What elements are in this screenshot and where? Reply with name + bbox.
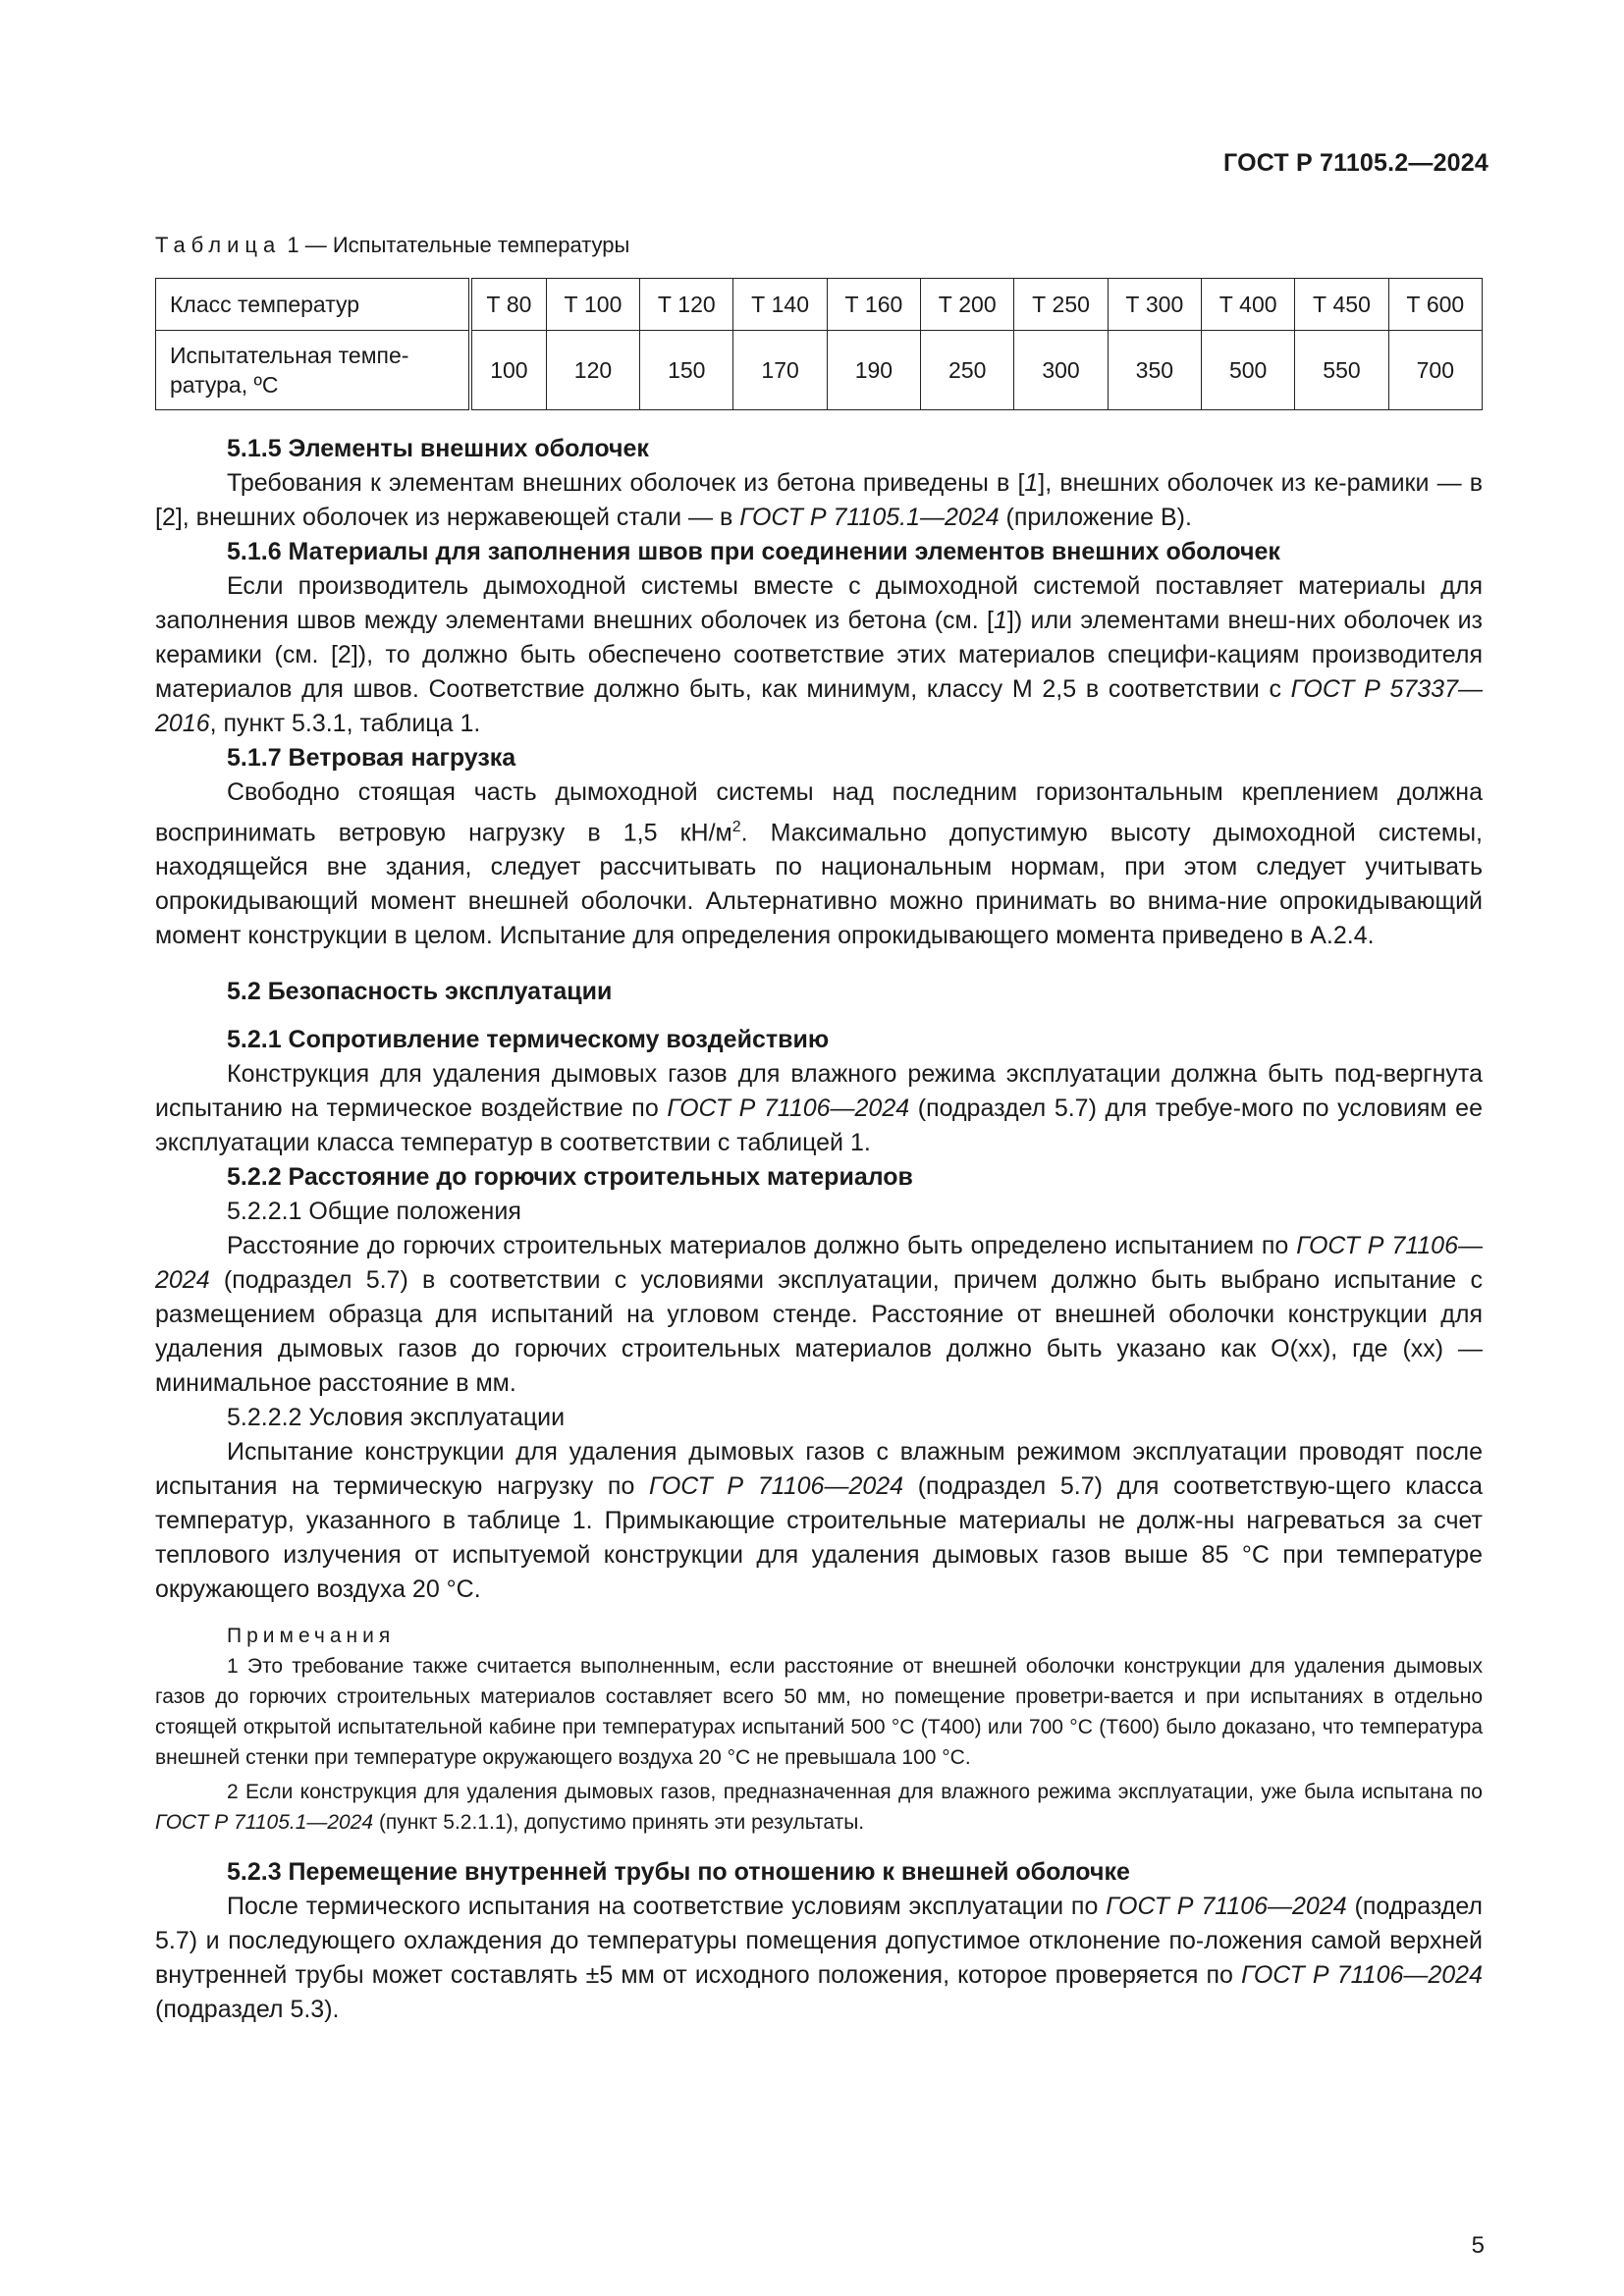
section-heading-5-1-6: 5.1.6 Материалы для заполнения швов при соединении элементов внешних оболочек [227,538,1280,565]
section-heading-5-2-2: 5.2.2 Расстояние до горючих строительных материалов [227,1163,913,1192]
table-cell-class: Т 200 [921,279,1014,331]
section-heading-5-1-7: 5.1.7 Ветровая нагрузка [227,744,516,772]
text-fragment: (подраздел 5.3). [155,1996,340,2024]
paragraph-5-1-6 [155,569,1483,741]
table-cell-temperature: 250 [921,331,1014,410]
text-fragment: ], внешних оболочек из ке-рамики — в [2], внешних оболочек из нержавеющей стали — в [155,469,1483,531]
table-cell-temperature: 120 [546,331,639,410]
table-cell-class: Т 120 [640,279,733,331]
table-cell-class: Т 140 [733,279,827,331]
text-fragment: (подраздел 5.7) для требуе-мого по условиям ее эксплуатации класса температур в соответствии с таблицей 1. [155,1095,1483,1157]
table-caption [155,228,1483,262]
table-cell-temperature: 350 [1108,331,1201,410]
page-number: 5 [1471,2232,1485,2259]
document-header: ГОСТ Р 71105.2—2024 [1223,149,1489,177]
row-header-temperature: Испытательная темпе- ратура, ºС [156,331,471,410]
text-fragment: Свободно стоящая часть дымоходной системы над последним горизонтальным креплением должна воспринимать ветровую нагрузку в 1,5 кН/м [155,778,1483,847]
table-cell-class: Т 300 [1108,279,1201,331]
table-caption-prefix: Таблица [155,233,282,257]
note-1: 1 Это требование также считается выполненным, если расстояние от внешней оболочки конструкции для удаления дымовых газов до горючих строительных материалов составляет всего 50 мм, но помещение проветри-вается и при испытаниях в отдельно стоящей открытой испытательной кабине при температурах испытаний 500 °С (Т400) или 700 °С (Т600) было доказано, что температура внешней стенки при температуре окружающего воздуха 20 °С не превышала 100 °С. [155,1655,1483,1770]
table-row [156,331,1483,410]
table-cell-class: Т 400 [1202,279,1295,331]
text-fragment: После термического испытания на соответствие условиям эксплуатации по [227,1893,1107,1921]
table-row [156,279,1483,331]
standard-reference: ГОСТ Р 71105.1—2024 [155,1811,374,1835]
table-cell-class: Т 450 [1295,279,1388,331]
section-heading-5-2: 5.2 Безопасность эксплуатации [227,978,613,1006]
section-heading-5-1-5: 5.1.5 Элементы внешних оболочек [227,435,649,462]
standard-reference: ГОСТ Р 57337—2016 [155,675,1483,737]
notes-title: Примечания [227,1625,396,1648]
paragraph-5-2-2-1 [155,1229,1483,1401]
text-fragment: . Максимально допустимую высоту дымоходной системы, находящейся вне здания, следует рассчитывать по национальным нормам, при этом следует учитывать опрокидывающий момент внешней оболочки. Альтернативно можно принимать во внима-ние опрокидывающий момент конструкции в целом. Испытание для определения опрокидывающего момента приведено в А.2.4. [155,819,1483,950]
paragraph-5-2-2-2 [155,1435,1483,1607]
note-2 [155,1777,1483,1838]
reference-number: 1 [1024,469,1039,497]
text-fragment: , пункт 5.3.1, таблица 1. [209,710,481,737]
text-fragment: (подраздел 5.7) для соответствую-щего класса температур, указанного в таблице 1. Примыкающие строительные материалы не долж-ны нагреваться за счет теплового излучения от испытуемой конструкции для удаления дымовых газов выше 85 °С при температуре окружающего воздуха 20 °С. [155,1472,1483,1604]
standard-reference: ГОСТ Р 71106—2024 [649,1472,904,1501]
text-fragment: Если производитель дымоходной системы вместе с дымоходной системой поставляет материалы для заполнения швов между элементами внешних оболочек из бетона (см. [ [155,572,1483,634]
notes-block [155,1621,1483,1838]
table-cell-class: Т 80 [470,279,546,331]
table-cell-temperature: 100 [470,331,546,410]
standard-reference: ГОСТ Р 71106—2024 [1241,1961,1483,1990]
text-fragment: (подраздел 5.7) и последующего охлаждения до температуры помещения допустимое отклонение по-ложения самой верхней внутренней трубы может составлять ±5 мм от исходного положения, которое проверяется по [155,1893,1483,1990]
document-body [155,228,1483,2027]
table-cell-class: Т 600 [1388,279,1482,331]
table-cell-temperature: 300 [1014,331,1108,410]
standard-reference: ГОСТ Р 71105.1—2024 [739,504,1000,531]
table-cell-temperature: 550 [1295,331,1388,410]
paragraph-5-2-3 [155,1890,1483,2027]
table-cell-temperature: 170 [733,331,827,410]
table-caption-title: 1 — Испытательные температуры [281,233,630,257]
table-cell-class: Т 100 [546,279,639,331]
text-fragment: 2 Если конструкция для удаления дымовых газов, предназначенная для влажного режима эксплуатации, уже была испытана по [227,1781,1483,1804]
text-fragment: Конструкция для удаления дымовых газов для влажного режима эксплуатации должна быть под-вергнута испытанию на термическое воздействие по [155,1060,1483,1123]
table-cell-temperature: 150 [640,331,733,410]
superscript: 2 [731,819,741,835]
standard-reference: ГОСТ Р 71106—2024 [155,1232,1483,1295]
paragraph-5-2-1 [155,1057,1483,1160]
row-header-class: Класс температур [156,279,471,331]
table-cell-class: Т 160 [827,279,920,331]
text-fragment: Требования к элементам внешних оболочек из бетона приведены в [ [227,469,1025,497]
standard-reference: ГОСТ Р 71106—2024 [667,1095,910,1123]
table-cell-temperature: 500 [1202,331,1295,410]
section-heading-5-2-3: 5.2.3 Перемещение внутренней трубы по отношению к внешней оболочке [227,1858,1130,1887]
subsection-5-2-2-2: 5.2.2.2 Условия эксплуатации [227,1404,566,1432]
text-fragment: (пункт 5.2.1.1), допустимо принять эти результаты. [373,1811,865,1835]
text-fragment: (подраздел 5.7) в соответствии с условиями эксплуатации, причем должно быть выбрано испытание с размещением образца для испытаний на угловом стенде. Расстояние от внешней оболочки конструкции для удаления дымовых газов до горючих строительных материалов должно быть указано как О(хх), где (хх) — минимальное расстояние в мм. [155,1266,1483,1398]
text-fragment: Расстояние до горючих строительных материалов должно быть определено испытанием по [227,1232,1297,1260]
text-fragment: Испытание конструкции для удаления дымовых газов с влажным режимом эксплуатации проводят после испытания на термическую нагрузку по [155,1438,1483,1501]
text-fragment: ]) или элементами внеш-них оболочек из керамики (см. [2]), то должно быть обеспечено соответствие этих материалов специфи-кациям производителя материалов для швов. Соответствие должно быть, как минимум, классу М 2,5 в соответствии с [155,607,1483,703]
table-cell-temperature: 190 [827,331,920,410]
table-cell-class: Т 250 [1014,279,1108,331]
table-cell-temperature: 700 [1388,331,1482,410]
paragraph-5-1-5 [155,466,1483,535]
standard-reference: ГОСТ Р 71106—2024 [1106,1893,1347,1921]
text-fragment: (приложение В). [999,504,1192,531]
section-heading-5-2-1: 5.2.1 Сопротивление термическому воздействию [227,1026,830,1054]
temperature-table [155,278,1483,410]
reference-number: 1 [993,607,1007,634]
subsection-5-2-2-1: 5.2.2.1 Общие положения [227,1198,521,1226]
paragraph-5-1-7 [155,775,1483,953]
